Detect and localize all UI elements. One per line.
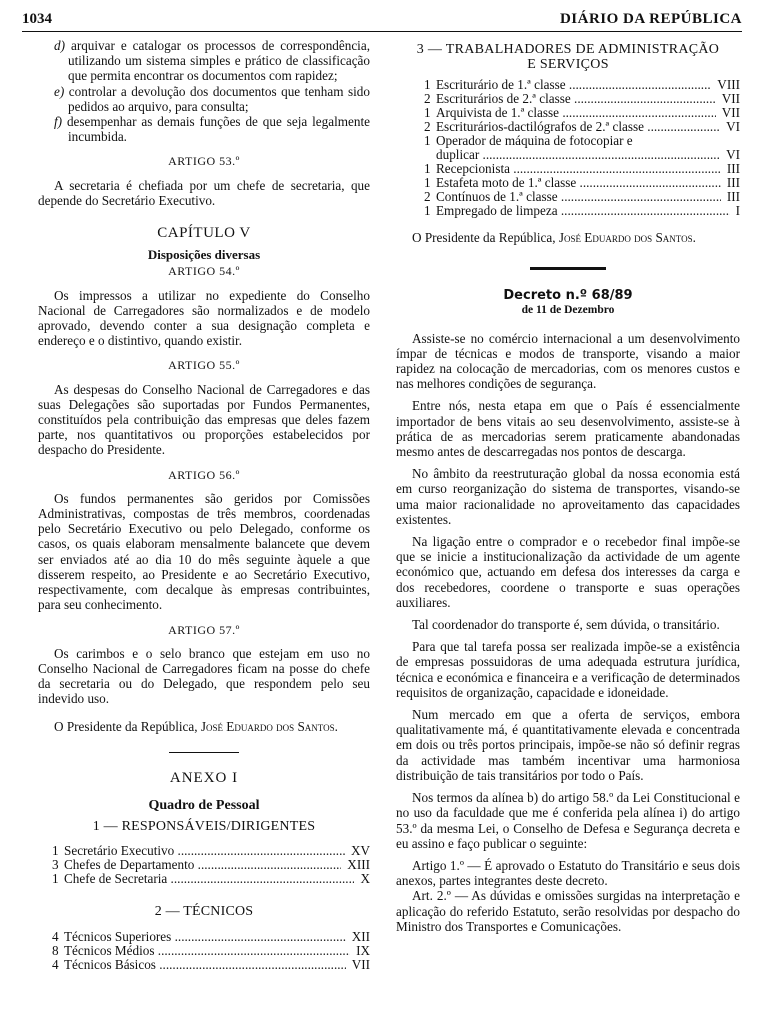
paragraph: Na ligação entre o comprador e o recebedor final impõe-se que se inicie a institucionalização da actividade de um agente económico que, actuando em defesa dos interesses da carga e dos recebedores, coordene o transporte e suas operações auxiliares.	[396, 534, 740, 610]
list-item: 1 Chefe de Secretaria ..... X	[52, 872, 370, 886]
artigo-1: Artigo 1.º — É aprovado o Estatuto do Transitário e seus dois anexos, partes integrantes deste decreto.	[396, 857, 740, 889]
list-item: 1 Secretário Executivo ..... XV	[52, 844, 370, 858]
artigo-54-title: ARTIGO 54.º	[168, 264, 240, 279]
paragraph: Assiste-se no comércio internacional a um desenvolvimento ímpar de técnicas e modos de transporte, visando a maior rapidez na colocação de mercadorias, com os menores custos e nas melhores condições de segurança.	[396, 330, 740, 392]
paragraph: Num mercado em que a oferta de serviços, embora qualitativamente má, é quantitativamente elevada e concentrada em dois ou três portos principais, impõe-se não só definir regras da actividade mas também incentivar uma harmoniosa distribuição de tais transitários por todo o País.	[396, 707, 740, 783]
list-item: 3 Chefes de Departamento ..... XIII	[52, 858, 370, 872]
artigo-2: Art. 2.º — As dúvidas e omissões surgidas na interpretação e aplicação do referido Estatuto, serão resolvidas por despacho do Ministro dos Transportes e Comunicações.	[396, 888, 740, 934]
list-item: duplicar ..... VI	[424, 148, 740, 162]
group-2-title: 2 — TÉCNICOS	[154, 904, 254, 920]
group-3-list	[396, 78, 740, 218]
list-item: 2 Contínuos de 1.ª classe ..... III	[424, 190, 740, 204]
list-item: 4 Técnicos Superiores ..... XII	[52, 930, 370, 944]
list-item: 1 Empregado de limpeza ..... I	[424, 204, 740, 218]
list-item: 8 Técnicos Médios ..... IX	[52, 944, 370, 958]
journal-title: DIÁRIO DA REPÚBLICA	[559, 11, 742, 27]
artigo-57-title: ARTIGO 57.º	[168, 622, 240, 637]
decreto-date: de 11 de Dezembro	[521, 304, 615, 317]
artigo-55-text: As despesas do Conselho Nacional de Carregadores e das suas Delegações são suportadas por Fundos Permanentes, constituídos pela contribuição das empresas que deles fazem parte, nos quantitativos ou proporções estabelecidos por despacho do Presidente.	[38, 381, 370, 458]
paragraph-final: Nos termos da alínea b) do artigo 58.º da Lei Constitucional e no uso da faculdade que me é conferida pela alínea i) do artigo 53.º da mesma Lei, o Conselho de Defesa e Segurança decreta e eu assino e faço publicar o seguinte:	[396, 790, 740, 851]
list-item-f: f) desempenhar as demais funções de que seja legalmente incumbida.	[54, 114, 370, 145]
divider	[169, 752, 239, 753]
list-item: 1 Estafeta moto de 1.ª classe ..... III	[424, 176, 740, 190]
quadro-title: Quadro de Pessoal	[148, 797, 260, 813]
signature-right: O Presidente da República, José Eduardo dos Santos.	[412, 230, 696, 245]
right-column	[396, 38, 740, 934]
artigo-53-text: A secretaria é chefiada por um chefe de secretaria, que depende do Secretário Executivo.	[38, 177, 370, 208]
left-column	[38, 38, 370, 972]
signature-left: O Presidente da República, José Eduardo dos Santos.	[54, 718, 338, 734]
capitulo-subtitle: Disposições diversas	[147, 247, 261, 263]
list-item-e: e) controlar a devolução dos documentos que tenham sido pedidos ao arquivo, para consulta;	[54, 83, 370, 114]
list-item: 1 Operador de máquina de fotocopiar e	[424, 133, 633, 148]
artigo-53-title: ARTIGO 53.º	[168, 154, 240, 169]
list-item: 2 Escriturários-dactilógrafos de 2.ª classe ..... VI	[424, 120, 740, 134]
list-item: 4 Técnicos Básicos ..... VII	[52, 958, 370, 972]
divider	[530, 267, 606, 270]
list-item: 1 Recepcionista ..... III	[424, 162, 740, 176]
page-number: 1034	[22, 11, 52, 27]
artigo-55-title: ARTIGO 55.º	[168, 358, 240, 373]
artigo-57-text: Os carimbos e o selo branco que estejam em uso no Conselho Nacional de Carregadores ficam na posse do chefe da secretaria ou do Delegado, que respondem pelo seu indevido uso.	[38, 645, 370, 707]
decreto-title: Decreto n.º 68/89	[503, 288, 633, 304]
artigo-56-text: Os fundos permanentes são geridos por Comissões Administrativas, compostas de três membros, coordenadas pelo Secretário Executivo ou pelo Delegado, conforme os casos, os quais elaboram mensalmente balancete que devem ser enviados até ao dia 10 do mês seguinte àquele a que disserem respeito, ao Presidente e ao Secretário Executivo, respectivamente, com decalque às empresas contribuintes, para seu conhecimento.	[38, 490, 370, 613]
anexo-title: ANEXO I	[169, 769, 239, 786]
paragraph: Para que tal tarefa possa ser realizada impõe-se a existência de empresas possuidoras de uma adequada estrutura jurídica, técnica e económica e financeira e a verificação de determinados requisitos de organização, capacidade e idoneidade.	[396, 639, 740, 700]
artigo-54-text: Os impressos a utilizar no expediente do Conselho Nacional de Carregadores são normalizados e de modelo aprovado, devendo conter a sua designação completa e endereço e o distintivo, quando existir.	[38, 287, 370, 349]
list-item: 1 Arquivista de 1.ª classe ..... VII	[424, 106, 740, 120]
list-item-d: d) arquivar e catalogar os processos de correspondência, utilizando um sistema simples e prático de classificação que permita encontrar os documentos com rapidez;	[54, 38, 370, 84]
group-2-list	[38, 930, 370, 972]
group-3-title: 3 — TRABALHADORES DE ADMINISTRAÇÃO E SERVIÇOS	[416, 42, 720, 72]
paragraph: No âmbito da reestruturação global da nossa economia está em curso reorganização do sistema de transportes, visando-se uma maior racionalidade no aproveitamento das capacidades existentes.	[396, 466, 740, 527]
artigo-56-title: ARTIGO 56.º	[168, 467, 240, 482]
group-1-list	[38, 844, 370, 886]
list-item: 1 Escriturário de 1.ª classe ..... VIII	[424, 78, 740, 92]
group-1-title: 1 — RESPONSÁVEIS/DIRIGENTES	[92, 819, 316, 835]
list-item: 2 Escriturários de 2.ª classe ..... VII	[424, 92, 740, 106]
page-header	[22, 8, 742, 32]
paragraph: Entre nós, nesta etapa em que o País é essencialmente importador de bens vitais ao seu desenvolvimento, assiste-se à prática de as mercadorias serem praticamente abandonadas mesmo antes de descarregadas nos pontos de descarga.	[396, 398, 740, 460]
paragraph: Tal coordenador do transporte é, sem dúvida, o transitário.	[412, 617, 720, 633]
capitulo-title: CAPÍTULO V	[157, 225, 251, 242]
